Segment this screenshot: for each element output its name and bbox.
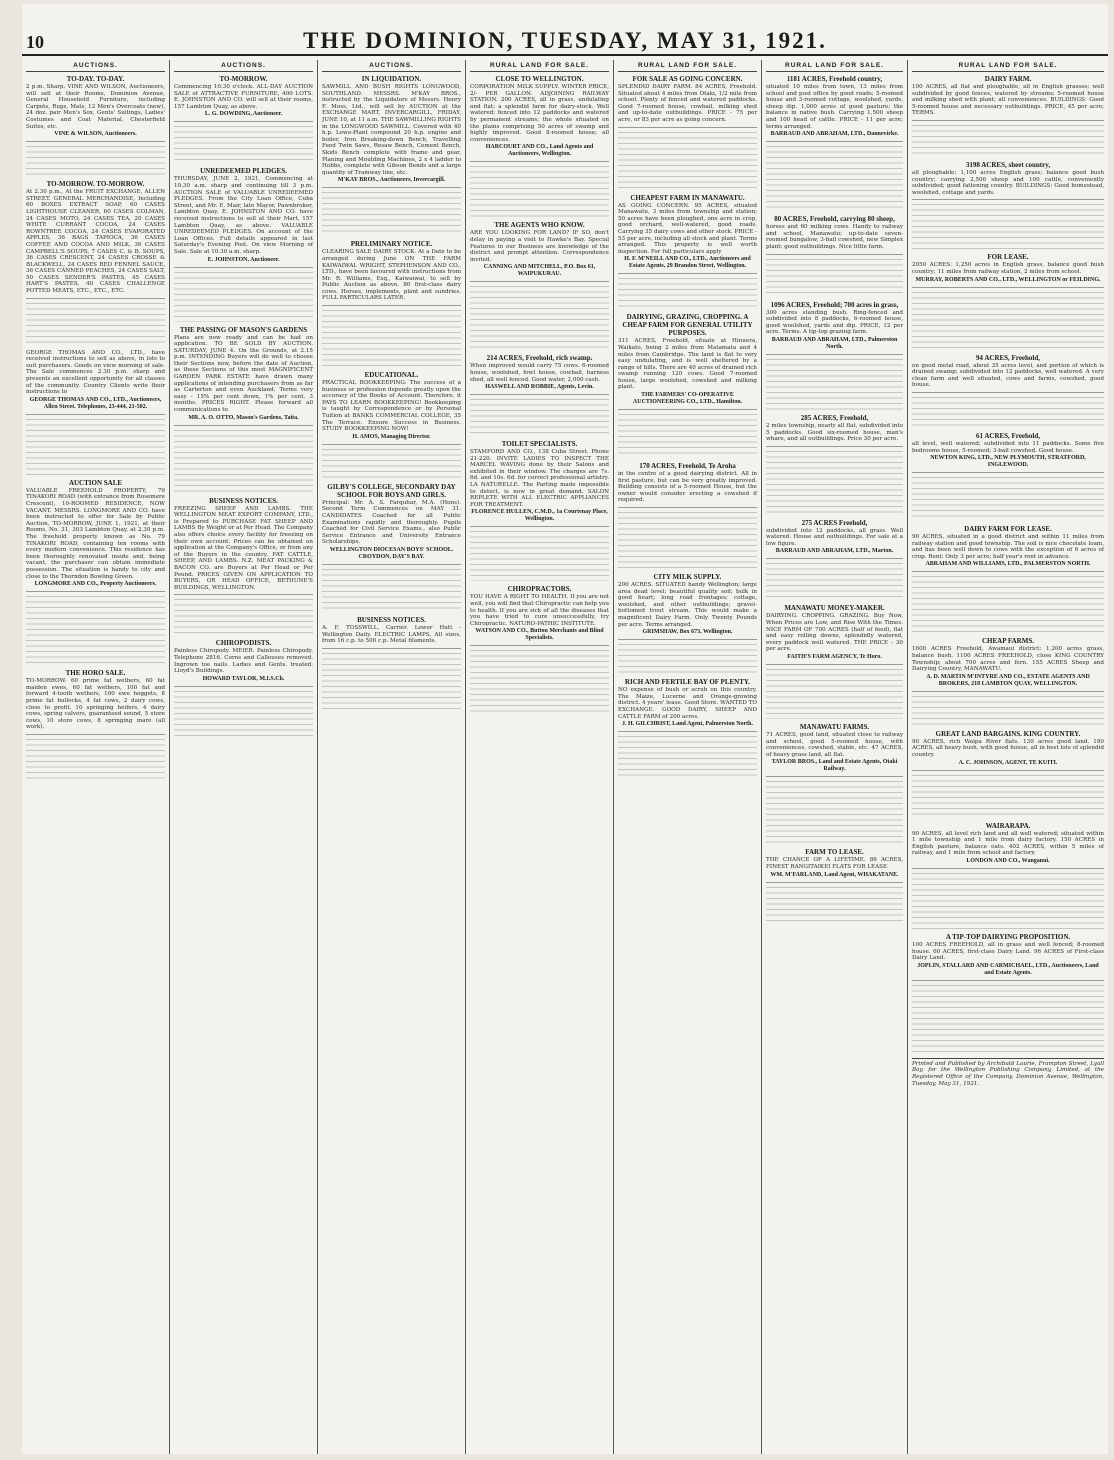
newsprint-lines [26, 303, 165, 346]
ad-headline: 170 ACRES, Freehold, Te Aroha [639, 462, 736, 471]
masthead [22, 26, 1108, 56]
advertisement [912, 161, 1104, 200]
ad-body: PRACTICAL BOOKKEEPING. The success of a business or profession depends greatly upon the accuracy of the Books of Account. Therefore, it PAYS TO LEARN BOOKKEEPING! Bookkeeping is taught by Correspondence or by Personal Tuition at BANKS COMMERCIAL COLLEGE, 35 The Terrace. Ensure Success in Business. STUDY BOOKKEEPING NOW! [322, 380, 461, 433]
newsprint-lines [174, 272, 313, 322]
advertisement [26, 669, 165, 735]
ad-headline: 80 ACRES, Freehold, carrying 80 sheep, [774, 215, 895, 224]
column-heading: RURAL LAND FOR SALE. [912, 62, 1104, 72]
ad-signature: H. F. M'NEILL AND CO., LTD., Auctioneers and Estate Agents, 29 Brandon Street, Wellington. [624, 256, 751, 270]
advertisement [174, 639, 313, 686]
ad-body: CORPORATION MILK SUPPLY. WINTER PRICE, 2/- PER GALLON. ADJOINING RAILWAY STATION. 200 ACRES, all in grass, undulating and flat; a splendid farm for dairy-stock. Well watered; fenced into 12 paddocks and watered by permanent streams; the whole situated on the plains comprising 50 acres of swamp and highly improved. Good 8-roomed house; all conveniences. [470, 84, 609, 143]
newspaper-column [318, 60, 466, 1454]
ad-signature: M'KAY BROS., Auctioneers, Invercargill. [337, 177, 446, 184]
newspaper-column [170, 60, 318, 1454]
ad-body: NO expense of bush or scrub on this country. The Maize, Lucerne and Orange-growing district. 4 years' lease. Good Store. WANTED TO EXCHANGE. GOOD DAIRY, SHEEP AND CATTLE FARM of 200 acres. [618, 687, 757, 720]
column-heading: AUCTIONS. [26, 62, 165, 72]
ad-headline: CHEAPEST FARM IN MANAWATU. [630, 193, 745, 202]
ad-body: TO-MORROW. 60 prime fat wethers, 60 fat maiden ewes, 60 fat wethers, 100 fat and forward 4-tooth wethers, 100 ewe hoggets, 8 prime fat bullocks, 4 fat cows, 2 dairy cows, close to profit, 10 springing heifers, 4 dairy cows, spring calvers, guaranteed sound, 5 store cows, 10 store cows, 8 springing mare (all work). [26, 678, 165, 731]
newsprint-lines [618, 132, 757, 190]
newspaper-page [22, 4, 1108, 1454]
advertisement [912, 354, 1104, 393]
advertisement [912, 525, 1104, 572]
advertisement [470, 585, 609, 646]
ad-headline: EDUCATIONAL. [364, 371, 419, 380]
advertisement [322, 616, 461, 649]
ad-body: situated 10 miles from town, 13 miles from school and post office by good roads; 5-roomed house and 3-roomed cottage, woolshed, yards, sheep dip. 1,000 acres of good pasture; the balance in native bush. Carrying 1,500 sheep and 100 head of cattle. PRICE - 11 per acre; terms arranged. [766, 84, 903, 130]
ad-headline: GILBY'S COLLEGE, SECONDARY DAY SCHOOL FOR BOYS AND GIRLS. [327, 482, 456, 499]
ad-body: ARE YOU LOOKING FOR LAND? IF SO, don't delay in paying a visit to Hawke's Bay. Special Features in our Business are knowledge of the district and prompt attention. Correspondence invited. [470, 230, 609, 263]
ad-body: 200 ACRES. SITUATED handy Wellington; large area dead level; beautiful quality soil; bulk in good heart; long road frontages; cottage, woolshed, and other outbuildings; gravel-bottomed trout stream. This would make a magnificent Dairy Farm. Only Twenty Pounds per acre. Terms arranged. [618, 582, 757, 628]
advertisement [912, 822, 1104, 869]
advertisement [174, 75, 313, 122]
newsprint-lines [322, 653, 461, 709]
newsprint-lines [912, 397, 1104, 428]
newsprint-lines [766, 669, 903, 719]
ad-signature: WM. M'FARLAND, Land Agent, WHAKATANE. [770, 871, 899, 878]
ad-signature: LONGMORE AND CO., Property Auctioneers. [34, 581, 157, 588]
advertisement [470, 75, 609, 162]
ad-body: horses and 60 milking cows. Handy to railway and school, Manawatu; up-to-date seven-roomed bungalow, 3-bail cowshed, new Simplex plant; good outbuildings. Nice little farm. [766, 224, 903, 250]
ad-headline: CITY MILK SUPPLY. [653, 573, 722, 582]
newsprint-lines [912, 985, 1104, 1054]
advertisement [174, 497, 313, 596]
ad-headline: FOR LEASE. [987, 253, 1029, 262]
newsprint-lines [26, 739, 165, 781]
ad-headline: 94 ACRES, Freehold, [975, 353, 1041, 362]
advertisement [766, 75, 903, 142]
column-heading: RURAL LAND FOR SALE. [766, 62, 903, 72]
ad-body: 90 ACRES, all level rich land and all well watered; situated within 1 mile township and 1 mile from dairy factory. 150 ACRES in English pasture, balance oats. 402 ACRES, within 5 miles of railway, and 1 mile from school and factory. [912, 830, 1104, 857]
advertisement [766, 723, 903, 777]
newsprint-lines [766, 359, 903, 410]
advertisement [322, 240, 461, 306]
ad-body: FREEZING SHEEP AND LAMBS. THE WELLINGTON MEAT EXPORT COMPANY, LTD., is Prepared to PURCHASE FAT SHEEP AND LAMBS By Weight or at Per Head. The Company also offers choice every facility for freezing on their own account. Prices can be obtained on application at the Company's Office, or from any of the Buyers in the country. FAT CATTLE, SHEEP, AND LAMBS. N.Z. MEAT PACKING & BACON CO. are Buyers at Per Head or Per Pound. PRICES GIVEN ON APPLICATION TO BUYERS, OR HEAD OFFICE, BETHUNE'S BUILDINGS, WELLINGTON. [174, 505, 313, 591]
ad-signature: BARRAUD AND ABRAHAM, LTD., Palmerston North. [771, 336, 898, 350]
ad-body: GEORGE THOMAS AND CO., LTD., have received instructions to sell as above, in lots to suit purchasers. Goods on view morning of sale. The Sale commences 2.30 p.m. sharp and presents an excellent opportunity for all classes of the community. Country Clients write their instructions to [26, 349, 165, 396]
ad-headline: CLOSE TO WELLINGTON. [495, 75, 584, 83]
ad-headline: 1096 ACRES, Freehold; 700 acres in grass, [770, 300, 899, 309]
ad-body: YOU HAVE A RIGHT TO HEALTH. If you are not well, you will find that Chiropractic can help you to health. If you are sick of all the diseases that you have tried to cure unsuccessfully, try Chiropractic. NATURO-PATHIC INSTITUTE. [470, 594, 609, 627]
advertisement [322, 371, 461, 445]
advertisement [26, 350, 165, 415]
ad-headline: TO-MORROW. TO-MORROW. [46, 180, 145, 189]
newsprint-lines [912, 125, 1104, 157]
ad-signature: CANNING AND MITCHELL, P.O. Box 61, WAIPUKURAU. [483, 264, 596, 278]
ad-signature: TAYLOR BROS., Land and Estate Agents, Otaki Railway. [771, 759, 898, 773]
ad-body: THURSDAY, JUNE 2, 1921, Commencing at 10.30 a.m. sharp and continuing till 3 p.m. AUCTION SALE of VALUABLE UNREDEEMED PLEDGES. From the City Loan Office, Cuba Street, and Mr. E. Mair, late Mayor, Pawnbroker, Lambton Quay. E. JOHNSTON AND CO. have received instructions to sell at their Mart, 157 Lambton Quay, as above. VALUABLE UNREDEEMED PLEDGES. On account of the Loan Offices. Full details appeared in last Saturday's Evening Post. On view Morning of Sale. Sale at 10.30 a.m. sharp. [174, 176, 313, 255]
ad-signature: BARRAUD AND ABRAHAM, LTD., Marton. [775, 548, 894, 555]
ad-signature: FAITH'S FARM AGENCY, Te Horo. [787, 654, 882, 661]
advertisement [26, 180, 165, 299]
newsprint-lines [470, 399, 609, 436]
ad-signature: MURRAY, ROBERTS AND CO., LTD., WELLINGTON or FEILDING. [915, 276, 1101, 283]
ad-signature: A. C. JOHNSON, AGENT, TE KUITI. [958, 759, 1058, 766]
newsprint-lines [766, 259, 903, 297]
advertisement [174, 167, 313, 267]
ad-body: VALUABLE FREEHOLD PROPERTY, 79 TINAKORI ROAD (with entrance from Rosemere Crescent), 10-ROOMED RESIDENCE, NOW VACANT. MESSRS. LONGMORE AND CO. have been instructed to offer for Sale by Public Auction, TO-MORROW, JUNE 1, 1921, at their Rooms, No. 31, 303 Lambton Quay, at 2.30 p.m. The freehold property known as No. 79 TINAKORI ROAD, containing ten rooms with every modern convenience. This residence has been thoroughly renovated inside and, being vacant, the purchaser can obtain immediate possession. The situation is handy to city and close to the Thorndon Bowling Green. [26, 487, 165, 580]
ad-headline: WAIRARAPA. [985, 821, 1031, 830]
newsprint-lines [174, 126, 313, 163]
ad-body: Plans are now ready and can be had on application. TO BE SOLD BY AUCTION. SATURDAY, JUNE 4. On the Grounds, at 2.15 p.m. INTENDING Buyers will do well to choose their Sections now, before the date of Auction, as these Sections of this most MAGNIFICENT GARDEN PARK ESTATE have drawn many applications of intending purchasers from as far as Carterton and even Auckland. Terms very easy - 15% per cent down, 1% per cent. 3 months. PRICES RIGHT. Please forward all communications to [174, 334, 313, 414]
ad-body: 90 ACRES, rich Waipa River flats. 130 acres good land. 180 ACRES, all heavy bush, with good house, all in best lots of splendid country. [912, 738, 1104, 759]
ad-headline: DAIRY FARM. [984, 75, 1032, 83]
ad-body: subdivided into 12 paddocks, all grass. Well watered. House and outbuildings. For sale at a low figure. [766, 527, 903, 547]
ad-signature: WELLINGTON DIOCESAN BOYS' SCHOOL. CROYDON, DAY'S BAY. [329, 546, 454, 560]
ad-body: 2 miles township, nearly all flat, subdivided into 5 paddocks. Good six-roomed house, man's whare, and all outbuildings. Price 30 per acre. [766, 422, 903, 443]
advertisement [322, 75, 461, 188]
advertisement [912, 253, 1104, 287]
advertisement [766, 215, 903, 254]
advertisement [766, 848, 903, 882]
newsprint-lines [766, 781, 903, 844]
newsprint-lines [26, 596, 165, 665]
ad-body: 2 p.m. Sharp. VINE AND WILSON, Auctioneers, will sell at their Rooms, Dominion Avenue, General Household Furniture, including Carpets, Rugs, Mats, 12 Men's Overcoats (new), 24 doz. pair Men's Sox, Gents' Suitings, Ladies' Costumes and Coat Material, Chesterfield Suites, etc. [26, 84, 165, 130]
newsprint-lines [912, 775, 1104, 818]
ad-headline: MANAWATU FARMS. [799, 723, 870, 732]
advertisement [26, 479, 165, 592]
advertisement [470, 354, 609, 395]
advertisement [912, 432, 1104, 473]
ad-signature: HOWARD TAYLOR, M.I.S.Ch. [202, 675, 285, 682]
newsprint-lines [618, 278, 757, 309]
advertisement [912, 730, 1104, 771]
newsprint-lines [470, 286, 609, 350]
ad-body: 1600 ACRES Freehold, Awamaui district; 1,200 acres grass, balance bush. 1100 ACRES FREEHOLD, close KING COUNTRY Township; about 700 acres and fern. 155 ACRES Sheep and Dairying Country, MANAWATU. [912, 646, 1104, 673]
newsprint-lines [322, 569, 461, 612]
ad-headline: TO-MORROW. [219, 75, 268, 83]
advertisement [174, 326, 313, 426]
classified-columns [22, 60, 1108, 1454]
ad-headline: RICH AND FERTILE BAY OF PLENTY. [624, 678, 751, 687]
ad-body: all ploughable; 1,100 acres English grass; balance good bush country; carrying 2,500 sheep and 100 cattle, conveniently subdivided; good fattening country. BUILDINGS: Good homestead, woolshed, cottage and yards. [912, 169, 1104, 196]
advertisement [766, 604, 903, 665]
ad-signature: L. G. DOWDING, Auctioneer. [204, 111, 283, 118]
ad-headline: PRELIMINARY NOTICE. [350, 240, 433, 249]
ad-body: 100 ACRES FREEHOLD, all in grass and well fenced; 8-roomed house. 60 ACRES, first-class Dairy Land. 96 ACRES of First-class Dairy Land. [912, 942, 1104, 962]
ad-headline: DAIRY FARM FOR LEASE. [964, 525, 1052, 534]
advertisement [912, 75, 1104, 121]
newspaper-column [22, 60, 170, 1454]
ad-headline: 285 ACRES, Freehold, [800, 413, 869, 422]
newsprint-lines [174, 599, 313, 635]
newspaper-column [466, 60, 614, 1454]
ad-body: STAMFORD AND CO., 138 Cuba Street. Phone 21-220. INVITE LADIES TO INSPECT THE MARCEL WAVING done by their Salons and exhibited in their window. The charges are 7s. 6d. and 10s. 6d. for correct professional artistry. LA NATURELLE. The Parting made impossible to detect, is now in great demand. SALON REPLETE WITH ALL ELECTRIC APPLIANCES FOR TREATMENT. [470, 449, 609, 508]
ad-body: Commencing 10.30 o'clock. ALL-DAY AUCTION SALE of ATTRACTIVE FURNITURE, 400 LOTS. E. JOHNSTON AND CO. will sell at their rooms, 157 Lambton Quay, as above. [174, 84, 313, 110]
ad-signature: J. H. GILCHRIST, Land Agent, Palmerston North. [621, 721, 754, 728]
ad-body: 300 acres standing bush. Ring-fenced and subdivided into 8 paddocks, 6-roomed house, good woolshed, yards and dip. PRICE, 12 per acre. Terms. A tip-top grazing farm. [766, 309, 903, 336]
newsprint-lines [912, 204, 1104, 249]
ad-body: When improved would carry 75 cows. 6-roomed house, woolshed, fowl house, cowbail, harness shed, all well fenced. Good water, 2,000 cash. [470, 363, 609, 383]
ad-signature: JOPLIN, STALLARD AND CARMICHAEL, LTD., Auctioneers, Land and Estate Agents. [917, 962, 1099, 976]
page-number: 10 [26, 32, 44, 52]
advertisement [618, 75, 757, 128]
advertisement [470, 221, 609, 282]
ad-signature: FLORENCE HULLEN, C.M.D., 1a Courtenay Place, Wellington. [471, 509, 608, 523]
ad-body: all level, well watered; subdivided into 11 paddocks. Some five bedrooms house, 5-roomed; 3-bail cowshed. Good house. [912, 440, 1104, 454]
newspaper-column [908, 60, 1108, 1454]
ad-body: 90 ACRES, situated in a good district and within 11 miles from railway station and good township. The soil is nice chocolate loam, and has been well down to cows with the exception of 6 acres of crop. Rent: Only 3 per acre; half year's rent in advance. [912, 534, 1104, 560]
newsprint-lines [766, 563, 903, 600]
ad-signature: HARCOURT AND CO., Land Agents and Auctioneers, Wellington. [485, 144, 594, 158]
ad-headline: A TIP-TOP DAIRYING PROPOSITION. [945, 933, 1071, 941]
ad-signature: H. AMOS, Managing Director. [352, 433, 431, 440]
ad-body: 71 ACRES, good land, situated close to railway and school, good 5-roomed house, with conveniences, cowshed, stable, etc. 47 ACRES, of heavy grass land, all flat. [766, 732, 903, 758]
ad-body: AS GOING CONCERN. 95 ACRES, situated Manawatu, 3 miles from township and station; 50 acres have been ploughed, one acre in crop, good orchard, well-watered, good roads. Carrying 35 dairy cows and other stock. PRICE - 53 per acre, including all stock and plant. Terms arranged. This property is well worth inspection. For full particulars apply [618, 202, 757, 255]
ad-headline: UNREDEEMED PLEDGES. [200, 167, 287, 176]
ad-signature: GEORGE THOMAS AND CO., LTD., Auctioneers, Allen Street. Telephones, 23-444, 21-502. [29, 396, 162, 410]
newsprint-lines [618, 644, 757, 674]
ad-body: on good metal road, about 35 acres level, and portion of which is drained swamp; subdivided into 12 paddocks, well watered. A very clean farm and well situated, cows and farms, cowshed, good house. [912, 362, 1104, 389]
advertisement [26, 75, 165, 142]
newsprint-lines [26, 419, 165, 475]
newsprint-lines [322, 192, 461, 236]
printer-imprint: Printed and Published by Archibald Laurie, Frampton Street, Lyall Bay, for the Wellington Publishing Company, Limited, at the Registered Office of the Company, Dominion Avenue, Wellington, Tuesday, May 31, 1921. [912, 1058, 1104, 1087]
ad-headline: CHEAP FARMS. [982, 637, 1034, 646]
ad-headline: 275 ACRES Freehold, [801, 518, 868, 527]
ad-body: 311 ACRES, Freehold, situate at Hinuera, Waikato, being 2 miles from Matamata and 4 miles from Cambridge. The land is flat to very easy undulating, and is well sheltered by a range of hills. There are 40 acres of drained rich swamp running 120 cows. Good 7-roomed house, large woolshed, cowshed and milking plant. [618, 338, 757, 391]
ad-signature: MR. A. O. OTTO, Mason's Gardens, Taita. [188, 414, 299, 421]
newsprint-lines [470, 166, 609, 217]
newsprint-lines [912, 873, 1104, 929]
newsprint-lines [766, 146, 903, 211]
ad-body: A. F. TOSSWILL, Carrier. Lower Hutt - Wellington Daily. ELECTRIC LAMPS. All sizes, from 16 c.p. to 500 c.p. Metal filaments. [322, 624, 461, 645]
ad-body: SPLENDID DAIRY FARM. 84 ACRES, Freehold. Situated about 4 miles from Otaki, 1/2 mile from school. Plenty of fenced and watered paddocks. Good 7-roomed house, cowbail, milking shed and up-to-date outbuildings. PRICE - 75 per acre, or 83 per acre as going concern. [618, 84, 757, 123]
ad-body: 100 ACRES, all flat and ploughable, all in English grasses; well subdivided by good fences, watered by streams; 5-roomed house and milking shed with plant; all conveniences. BUILDINGS: Good 5-roomed house and necessary outbuildings. PRICE, 45 per acre; TERMS. [912, 84, 1104, 117]
ad-signature: NEWTON KING, LTD., NEW PLYMOUTH, STRATFORD, INGLEWOOD. [930, 455, 1086, 469]
ad-headline: BUSINESS NOTICES. [209, 496, 278, 505]
newsprint-lines [322, 310, 461, 367]
advertisement [470, 440, 609, 527]
column-heading: RURAL LAND FOR SALE. [470, 62, 609, 72]
advertisement [766, 519, 903, 560]
ad-headline: TO-DAY. TO-DAY. [66, 75, 125, 83]
advertisement [618, 678, 757, 732]
newspaper-title: THE DOMINION, TUESDAY, MAY 31, 1921. [303, 28, 827, 53]
ad-headline: THE HORO SALE. [65, 669, 126, 678]
ad-headline: CHIROPODISTS. [215, 639, 272, 648]
newsprint-lines [174, 430, 313, 493]
newsprint-lines [912, 576, 1104, 633]
newsprint-lines [618, 512, 757, 569]
advertisement [912, 637, 1104, 691]
advertisement [618, 462, 757, 508]
ad-signature: BARRAUD AND ABRAHAM, LTD., Dannevirke. [770, 131, 899, 138]
newsprint-lines [470, 531, 609, 581]
newsprint-lines [26, 146, 165, 176]
ad-body: SAWMILL AND BUSH RIGHTS LONGWOOD, SOUTHLAND. MESSRS. M'KAY BROS., instructed by the Liquidators of Messrs. Henry F. Moss, Ltd., will sell by AUCTION at the EXCHANGE MART, INVERCARGILL, FRIDAY, JUNE 10, at 11 a.m. THE SAWMILLING RIGHTS in the LONGWOOD SAWMILL. Covered with 40 h.p. Lowe-Plant compound 20 h.p. engine and boiler, Iron Breaking-down Bench, Travelling Feed Twin Saws, Resaw Bench, Cement Bench, Skids Bench complete with frame and gear, Planing and Moulding Machines, 2 x 4 ladder to Hobbs, complete with Gibson Bends and a large quantity of Tramway line, etc. [322, 84, 461, 176]
newspaper-column [614, 60, 762, 1454]
newsprint-lines [766, 887, 903, 923]
column-heading: AUCTIONS. [322, 62, 461, 72]
ad-body: Painless Chiropody. MEIER. Painless Chiropody. Telephone 2816. Corns and Callouses removed. Ingrown toe nails. Ladies and Gents. treated. Lloyd's Buildings. [174, 648, 313, 675]
newsprint-lines [912, 477, 1104, 521]
ad-headline: THE PASSING OF MASON'S GARDENS [179, 325, 308, 334]
newsprint-lines [322, 449, 461, 479]
ad-signature: E. JOHNSTON, Auctioneer. [207, 256, 280, 263]
ad-signature: VINE & WILSON, Auctioneers. [54, 131, 137, 138]
newsprint-lines [618, 736, 757, 779]
ad-body: 2050 ACRES: 1,250 acres in English grass, balance good bush country; 11 miles from railway station, 2 miles from school. [912, 262, 1104, 275]
advertisement [912, 933, 1104, 981]
ad-signature: ABRAHAM AND WILLIAMS, LTD., PALMERSTON NORTH. [925, 561, 1091, 568]
ad-headline: 214 ACRES, Freehold, rich swamp. [486, 354, 593, 363]
ad-signature: A. D. MARTIN M'INTYRE AND CO., ESTATE AGENTS AND BROKERS, 218 LAMBTON QUAY, WELLINGTON. [926, 673, 1090, 687]
advertisement [618, 313, 757, 410]
ad-body: Principal: Mr. A. S. Farquhar, M.A. (Hons). Second Term Commences on MAY 31. CANDIDATES Coached for all Public Examinations rapidly and thoroughly. Pupils Coached for Civil Service Exams., also Public Service Entrance and University Entrance Scholarships. [322, 499, 461, 546]
newsprint-lines [618, 414, 757, 458]
ad-signature: WATSON AND CO., Button Merchants and Blind Specialists. [475, 628, 604, 642]
column-heading: RURAL LAND FOR SALE. [618, 62, 757, 72]
ad-body: CLEARING SALE DAIRY STOCK. At a Date to be arranged during June ON THE FARM KAIWAIWAI. WRIGHT, STEPHENSON AND CO., LTD., have been favoured with instructions from Mr. R. Williams, Esq., Kaiwaiwai, to sell by Public Auction as above. 80 first-class dairy cows. Horses, implements, plant and sundries. FULL PARTICULARS LATER. [322, 249, 461, 302]
ad-signature: GRIMSHAW, Box 673, Wellington. [642, 629, 733, 636]
ad-signature: LONDON AND CO., Wanganui. [966, 858, 1050, 864]
newsprint-lines [766, 451, 903, 515]
ad-headline: TOILET SPECIALISTS. [501, 440, 578, 449]
ad-headline: FARM TO LEASE. [805, 848, 864, 857]
advertisement [618, 194, 757, 275]
ad-body: THE CHANCE OF A LIFETIME. 86 ACRES, FINEST RANGITAIKEI FLATS FOR LEASE. [766, 857, 903, 870]
newsprint-lines [470, 650, 609, 713]
newsprint-lines [912, 292, 1104, 350]
ad-headline: DAIRYING, GRAZING, CROPPING. A CHEAP FARM FOR GENERAL UTILITY PURPOSES. [622, 313, 753, 338]
ad-body: in the centre of a good dairying district. All in first pasture, but can be very greatly improved. Building consists of a 5-roomed House, but the owner would consider erecting a cowshed if required. [618, 471, 757, 504]
column-heading: AUCTIONS. [174, 62, 313, 72]
ad-signature: THE FARMERS' CO-OPERATIVE AUCTIONEERING CO., LTD., Hamilton. [632, 392, 743, 406]
ad-headline: BUSINESS NOTICES. [357, 615, 426, 624]
ad-body: DAIRYING. CROPPING. GRAZING. Buy Now, When Prices are Low, and Rise With the Times. NICE FARM OF 700 ACRES (half of feed), flat and easy rolling downs, splendidly watered, every paddock well watered. THE PRICE - 30 per acre. [766, 613, 903, 653]
ad-headline: MANAWATU MONEY-MAKER. [784, 604, 885, 613]
ad-headline: CHIROPRACTORS. [507, 585, 572, 594]
advertisement [322, 483, 461, 565]
ad-signature: HASWELL AND ROBBIE, Agents, Levin. [485, 384, 594, 391]
newsprint-lines [912, 696, 1104, 726]
advertisement [766, 301, 903, 355]
ad-headline: 1181 ACRES, Freehold country, [786, 75, 883, 83]
advertisement [766, 414, 903, 447]
newsprint-lines [174, 691, 313, 740]
newspaper-column [762, 60, 908, 1454]
ad-headline: THE AGENTS WHO KNOW. [494, 221, 585, 230]
advertisement [618, 573, 757, 640]
ad-headline: 61 ACRES, Freehold, [975, 431, 1041, 440]
ad-headline: AUCTION SALE [68, 478, 123, 487]
ad-headline: IN LIQUIDATION. [361, 75, 422, 83]
ad-headline: FOR SALE AS GOING CONCERN. [632, 75, 743, 83]
ad-headline: 3198 ACRES, sheet country, [965, 160, 1051, 169]
ad-body: At 2.30 p.m., At the FRUIT EXCHANGE, ALLEN STREET. GENERAL MERCHANDISE, Including 60 BOXES EXTRACT SOAP, 60 CASES LIGHTHOUSE CLEANER, 60 CASES COLMAN, 24 CASES MOTO, 24 CASES TEA, 20 CASES WHITE CURRANT COCOA, 24 CASES ROWNTREE COCOA, 24 CASES EVAPORATED APPLES, 36 BAGS TAPIOCA, 36 CASES COFFEE AND COCOA AND MILK, 36 CASES CAMPBELL'S SOUPS, 7 CASES C. & B. SOUPS, 36 CASES CRESCENT, 24 CASES CROSSE & BLACKWELL, 24 CASES RED FENNEL SAUCE, 36 CASES CANNED PEACHES, 24 CASES SALT, 50 CASES SENDER'S PASTES, 45 CASES HART'S PASTES, 40 CASES CHALLENGE POTTED MEATS, ETC., ETC., ETC. [26, 189, 165, 295]
ad-headline: GREAT LAND BARGAINS. KING COUNTRY. [935, 729, 1081, 738]
